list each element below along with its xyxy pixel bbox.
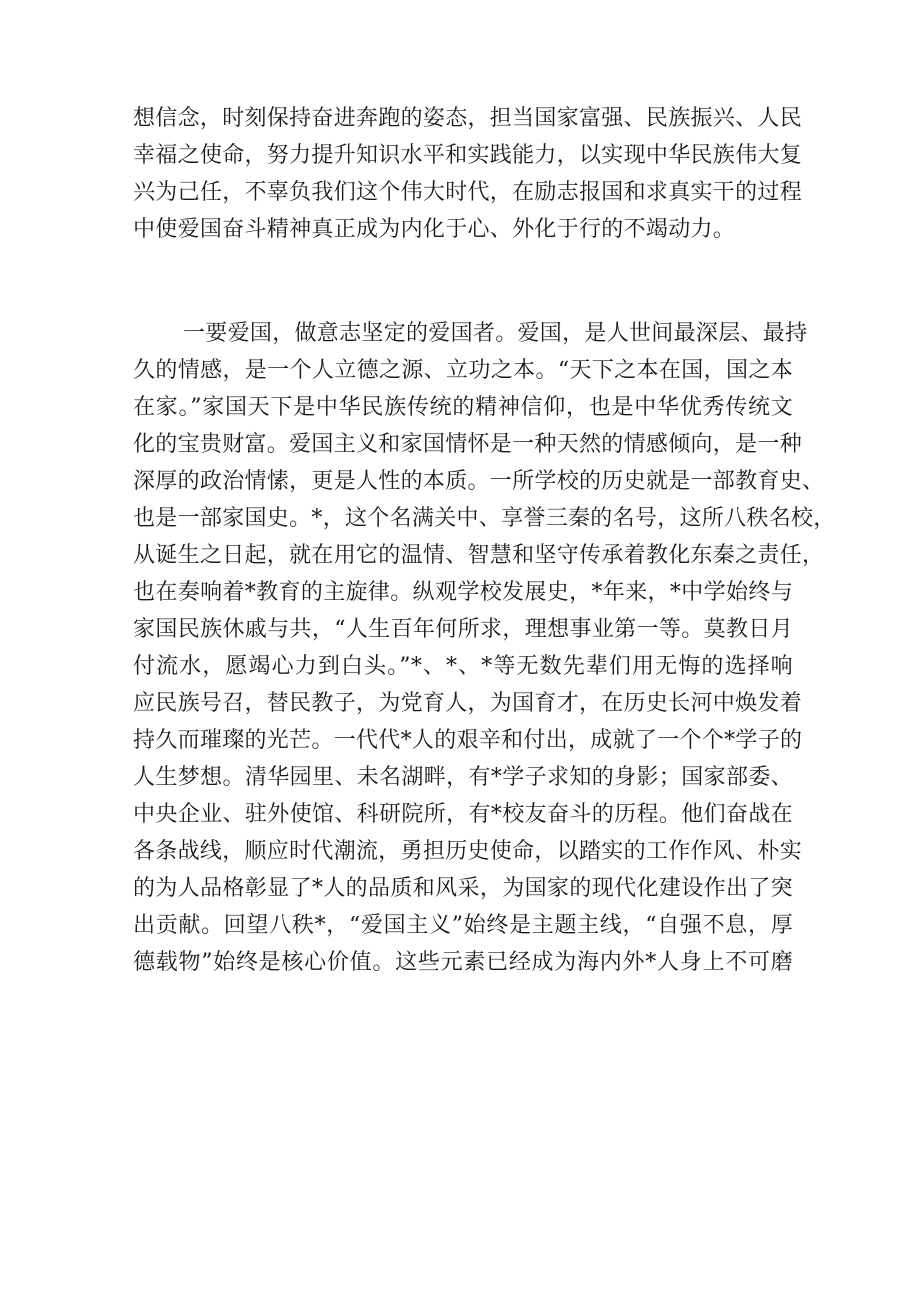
paragraph-1 [133, 100, 803, 248]
paragraph-line: 德载物”始终是核心价值。这些元素已经成为海内外*人身上不可磨 [133, 950, 793, 975]
paragraph-line: 幸福之使命，努力提升知识水平和实践能力，以实现中华民族伟大复 [133, 143, 803, 168]
paragraph-line: 各条战线，顺应时代潮流，勇担历史使命，以踏实的工作作风、朴实 [133, 839, 803, 864]
paragraph-line: 在家。”家国天下是中华民族传统的精神信仰，也是中华优秀传统文 [133, 395, 793, 420]
paragraph-line: 付流水，愿竭心力到白头。”*、*、*等无数先辈们用无悔的选择响 [133, 654, 793, 679]
paragraph-line: 想信念，时刻保持奋进奔跑的姿态，担当国家富强、民族振兴、人民 [133, 106, 803, 131]
paragraph-line: 人生梦想。清华园里、未名湖畔，有*学子求知的身影；国家部委、 [133, 765, 793, 790]
paragraph-line: 的为人品格彰显了*人的品质和风采，为国家的现代化建设作出了突 [133, 876, 793, 901]
paragraph-line: 应民族号召，替民教子，为党育人，为国育才，在历史长河中焕发着 [133, 691, 803, 716]
paragraph-line: 家国民族休戚与共，“人生百年何所求，理想事业第一等。莫教日月 [133, 617, 793, 642]
paragraph-line: 一要爱国，做意志坚定的爱国者。爱国，是人世间最深层、最持 [183, 321, 808, 346]
paragraph-line: 出贡献。回望八秩*，“爱国主义”始终是主题主线，“自强不息，厚 [133, 913, 793, 938]
paragraph-2 [133, 315, 836, 981]
paragraph-line: 也是一部家国史。*，这个名满关中、享誉三秦的名号，这所八秩名校， [133, 506, 836, 531]
paragraph-line: 中央企业、驻外使馆、科研院所，有*校友奋斗的历程。他们奋战在 [133, 802, 793, 827]
paragraph-line: 从诞生之日起，就在用它的温情、智慧和坚守传承着教化东秦之责任， [133, 543, 825, 568]
paragraph-line: 深厚的政治情愫，更是人性的本质。一所学校的历史就是一部教育史、 [133, 469, 825, 494]
paragraph-line: 中使爱国奋斗精神真正成为内化于心、外化于行的不竭动力。 [133, 217, 736, 242]
paragraph-line: 持久而璀璨的光芒。一代代*人的艰辛和付出，成就了一个个*学子的 [133, 728, 803, 753]
paragraph-line: 兴为己任，不辜负我们这个伟大时代，在励志报国和求真实干的过程 [133, 180, 803, 205]
paragraph-line: 也在奏响着*教育的主旋律。纵观学校发展史，*年来，*中学始终与 [133, 580, 793, 605]
paragraph-line: 化的宝贵财富。爱国主义和家国情怀是一种天然的情感倾向，是一种 [133, 432, 803, 457]
paragraph-line: 久的情感，是一个人立德之源、立功之本。“天下之本在国，国之本 [133, 358, 793, 383]
